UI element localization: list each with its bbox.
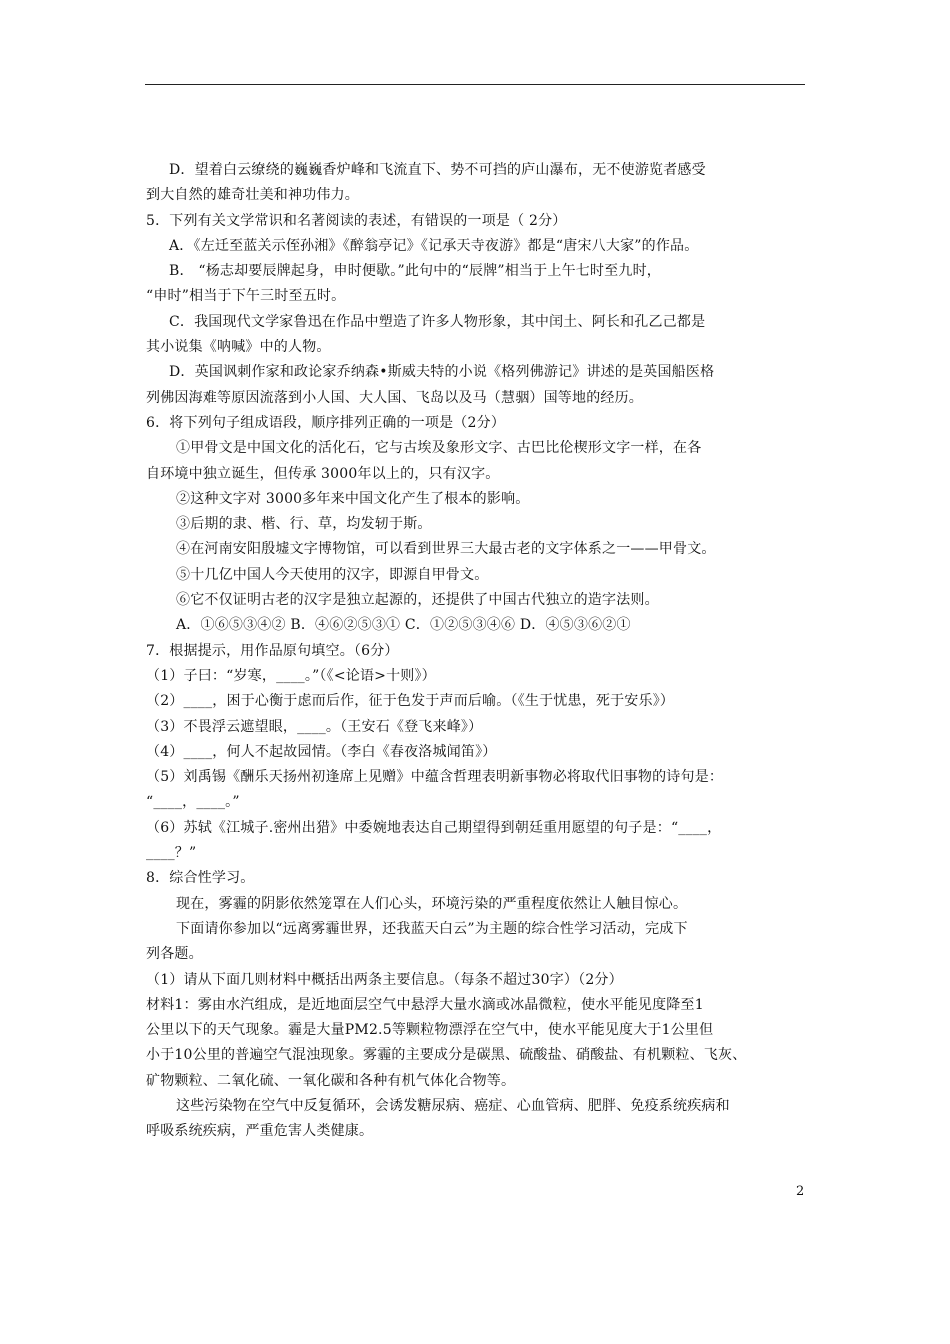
text-line: 自环境中独立诞生，但传承 3000年以上的，只有汉字。 (146, 465, 500, 482)
text-line: ③后期的隶、楷、行、草，均发轫于斯。 (176, 516, 432, 533)
text-line: 列各题。 (146, 946, 203, 963)
text-line: （4）____，何人不起故园情。（李白《春夜洛城闻笛》） (146, 743, 497, 760)
header-rule (145, 84, 805, 85)
text-line: ⑥它不仅证明古老的汉字是独立起源的，还提供了中国古代独立的造字法则。 (176, 592, 659, 609)
text-line: 列佛因海难等原因流落到小人国、大人国、飞岛以及马（慧骃）国等地的经历。 (146, 389, 643, 406)
text-line: （5）刘禹锡《酬乐天扬州初逢席上见赠》中蕴含哲理表明新事物必将取代旧事物的诗句是： (146, 769, 724, 786)
text-line: A．《左迁至蓝关示侄孙湘》《醉翁亭记》《记承天寺夜游》都是“唐宋八大家”的作品。 (169, 237, 699, 254)
text-line: C．我国现代文学家鲁迅在作品中塑造了许多人物形象，其中闰土、阿长和孔乙己都是 (169, 313, 706, 330)
text-line: 5．下列有关文学常识和名著阅读的表述，有错误的一项是（ 2分） (146, 212, 567, 229)
text-line: （1）子曰：“岁寒，____。”（《<论语>十则》） (146, 667, 436, 684)
text-line: 公里以下的天气现象。霾是大量PM2.5等颗粒物漂浮在空气中，使水平能见度大于1公里但 (146, 1022, 714, 1039)
text-line: 矿物颗粒、二氧化硫、一氧化碳和各种有机气体化合物等。 (146, 1072, 516, 1089)
text-line: ②这种文字对 3000多年来中国文化产生了根本的影响。 (176, 490, 530, 507)
text-line: D．英国讽刺作家和政论家乔纳森•斯威夫特的小说《格列佛游记》讲述的是英国船医格 (169, 364, 715, 381)
text-line: 到大自然的雄奇壮美和神功伟力。 (146, 187, 359, 204)
text-line: ____？” (146, 845, 197, 862)
document-body (146, 158, 810, 1145)
text-line: 小于10公里的普遍空气混浊现象。雾霾的主要成分是碳黑、硫酸盐、硝酸盐、有机颗粒、飞灰、 (146, 1047, 747, 1064)
text-line: ④在河南安阳殷墟文字博物馆，可以看到世界三大最古老的文字体系之一——甲骨文。 (176, 541, 716, 558)
text-line: 其小说集《呐喊》中的人物。 (146, 339, 331, 356)
text-line: （3）不畏浮云遮望眼，____。（王安石《登飞来峰》） (146, 718, 483, 735)
text-line: “____，____。” (146, 794, 240, 811)
text-line: 呼吸系统疾病，严重危害人类健康。 (146, 1123, 374, 1140)
text-line: 下面请你参加以“远离雾霾世界，还我蓝天白云”为主题的综合性学习活动，完成下 (176, 920, 688, 937)
text-line: ①甲骨文是中国文化的活化石，它与古埃及象形文字、古巴比伦楔形文字一样，在各 (176, 440, 702, 457)
page-number: 2 (796, 1184, 805, 1199)
text-line: （2）____，困于心衡于虑而后作，征于色发于声而后喻。（《生于忧患，死于安乐》） (146, 693, 675, 710)
text-line: “申时”相当于下午三时至五时。 (146, 288, 346, 305)
text-line: 6．将下列句子组成语段，顺序排列正确的一项是（2分） (146, 414, 506, 431)
text-line: 8．综合性学习。 (146, 870, 255, 887)
text-line: 7．根据提示，用作品原句填空。（6分） (146, 642, 399, 659)
text-line: （6）苏轼《江城子.密州出猎》中委婉地表达自己期望得到朝廷重用愿望的句子是：“____， (146, 819, 722, 836)
text-line: ⑤十几亿中国人今天使用的汉字，即源自甲骨文。 (176, 566, 489, 583)
text-line: 现在，雾霾的阴影依然笼罩在人们心头，环境污染的严重程度依然让人触目惊心。 (176, 895, 688, 912)
text-line: B． “杨志却要辰牌起身，申时便歇。”此句中的“辰牌”相当于上午七时至九时， (169, 263, 661, 280)
text-line: D．望着白云缭绕的巍巍香炉峰和飞流直下、势不可挡的庐山瀑布，无不使游览者感受 (169, 162, 706, 178)
text-line: （1）请从下面几则材料中概括出两条主要信息。（每条不超过30字）（2分） (146, 971, 623, 988)
text-line: 这些污染物在空气中反复循环，会诱发糖尿病、癌症、心血管病、肥胖、免疫系统疾病和 (176, 1097, 730, 1114)
text-line: 材料1：雾由水汽组成，是近地面层空气中悬浮大量水滴或冰晶微粒，使水平能见度降至1 (146, 996, 704, 1013)
text-line: A．①⑥⑤③④② B．④⑥②⑤③① C．①②⑤③④⑥ D．④⑤③⑥②① (176, 617, 631, 634)
